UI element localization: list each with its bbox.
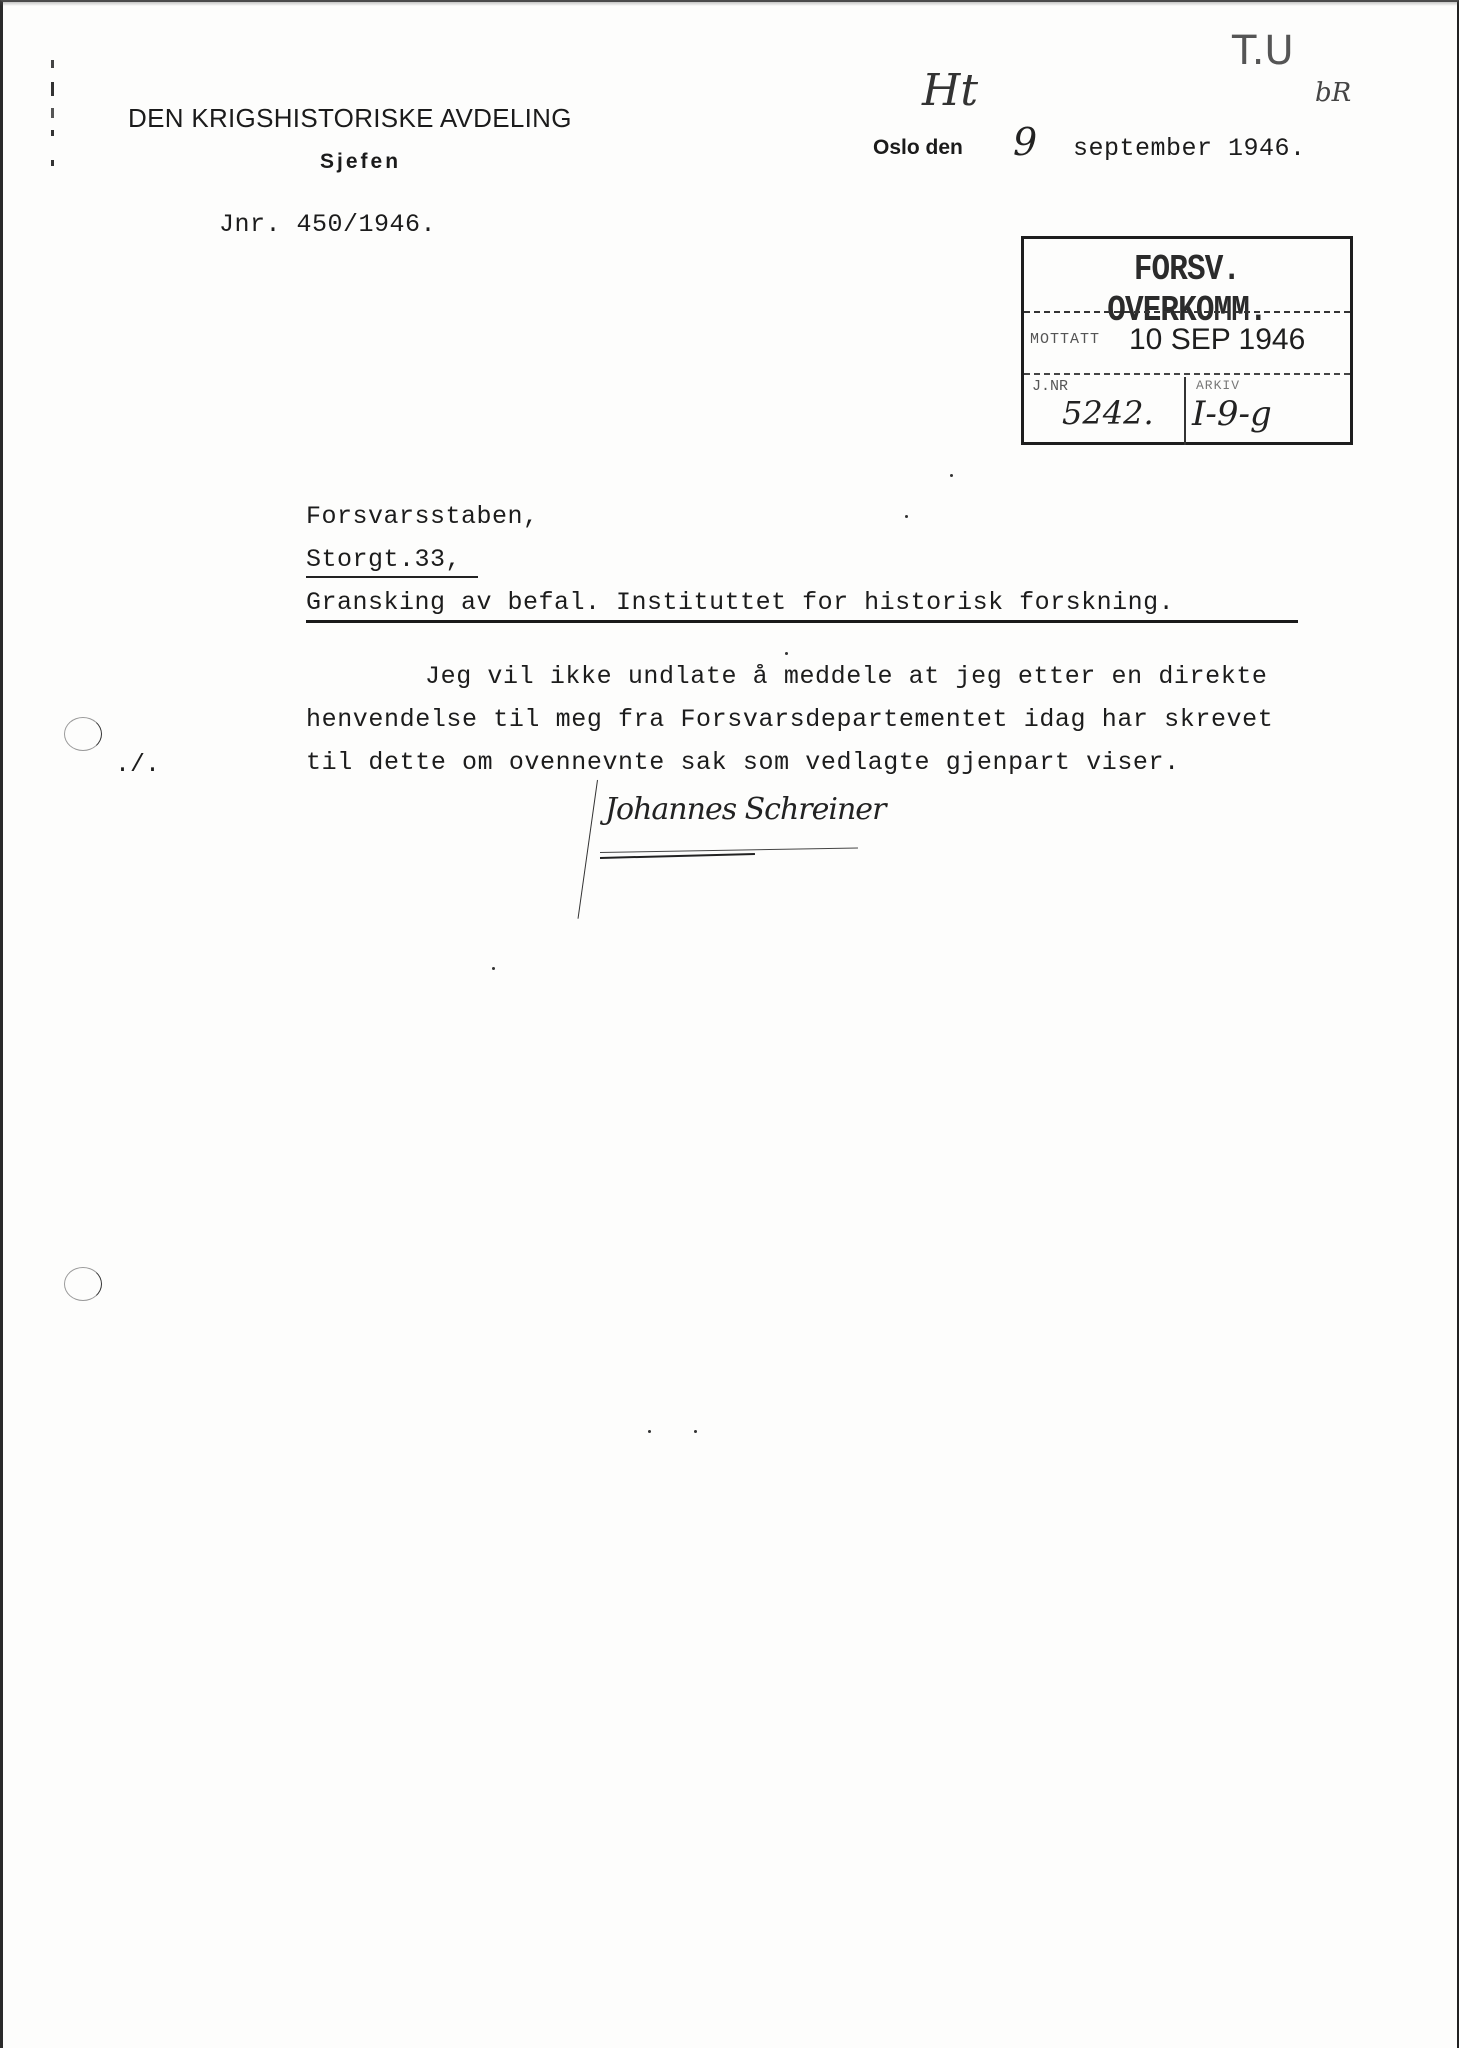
signature-line	[600, 847, 858, 853]
recipient-street: Storgt.33,	[306, 545, 462, 574]
stamp-received-label: MOTTATT	[1030, 331, 1101, 348]
subject-line: Gransking av befal. Instituttet for historisk forskning.	[306, 588, 1175, 617]
date-label: Oslo den	[873, 136, 963, 159]
signature-flourish	[578, 780, 598, 919]
margin-binding-marks	[50, 60, 56, 170]
received-stamp	[1021, 236, 1353, 445]
stamp-journal-value: 5242.	[1062, 394, 1154, 432]
date-rest: september 1946.	[1073, 134, 1306, 163]
stamp-rule	[1024, 373, 1350, 375]
organization-name: DEN KRIGSHISTORISKE AVDELING	[128, 103, 572, 133]
street-underline	[306, 576, 478, 578]
body-line-2: henvendelse til meg fra Forsvarsdepartementet idag har skrevet	[306, 705, 1274, 734]
signature: Johannes Schreiner	[605, 792, 886, 827]
scan-speck	[950, 474, 953, 477]
recipient-name: Forsvarsstaben,	[306, 502, 539, 531]
punch-hole	[64, 717, 102, 751]
journal-number: Jnr. 450/1946.	[219, 210, 437, 239]
enclosure-mark: ./.	[115, 750, 161, 779]
signature-underline	[600, 853, 755, 859]
stamp-divider	[1184, 377, 1186, 445]
stamp-journal-label: J.NR	[1032, 378, 1069, 395]
handwritten-mark-above-date: Ht	[922, 65, 979, 116]
scan-edge-shadow	[0, 0, 1459, 6]
scan-speck	[492, 967, 495, 970]
handwritten-mark-tu: T.U	[1232, 28, 1294, 74]
scan-speck	[785, 652, 788, 655]
stamp-rule	[1024, 311, 1350, 313]
stamp-archive-label: ARKIV	[1196, 378, 1241, 393]
stamp-archive-value: I-9-g	[1192, 394, 1272, 434]
date-day: 9	[1013, 120, 1038, 164]
punch-hole	[64, 1267, 102, 1301]
organization-sub: Sjefen	[320, 150, 402, 173]
stamp-received-date: 10 SEP 1946	[1129, 323, 1306, 356]
body-line-1: Jeg vil ikke undlate å meddele at jeg etter en direkte	[425, 662, 1268, 691]
scan-speck	[905, 515, 908, 518]
subject-underline	[306, 620, 1298, 623]
scan-speck	[648, 1430, 651, 1433]
body-line-3: til dette om ovennevnte sak som vedlagte gjenpart viser.	[306, 748, 1180, 777]
handwritten-initials: bR	[1315, 78, 1352, 108]
scan-speck	[694, 1430, 697, 1433]
stamp-header: FORSV. OVERKOMM.	[1107, 249, 1267, 331]
